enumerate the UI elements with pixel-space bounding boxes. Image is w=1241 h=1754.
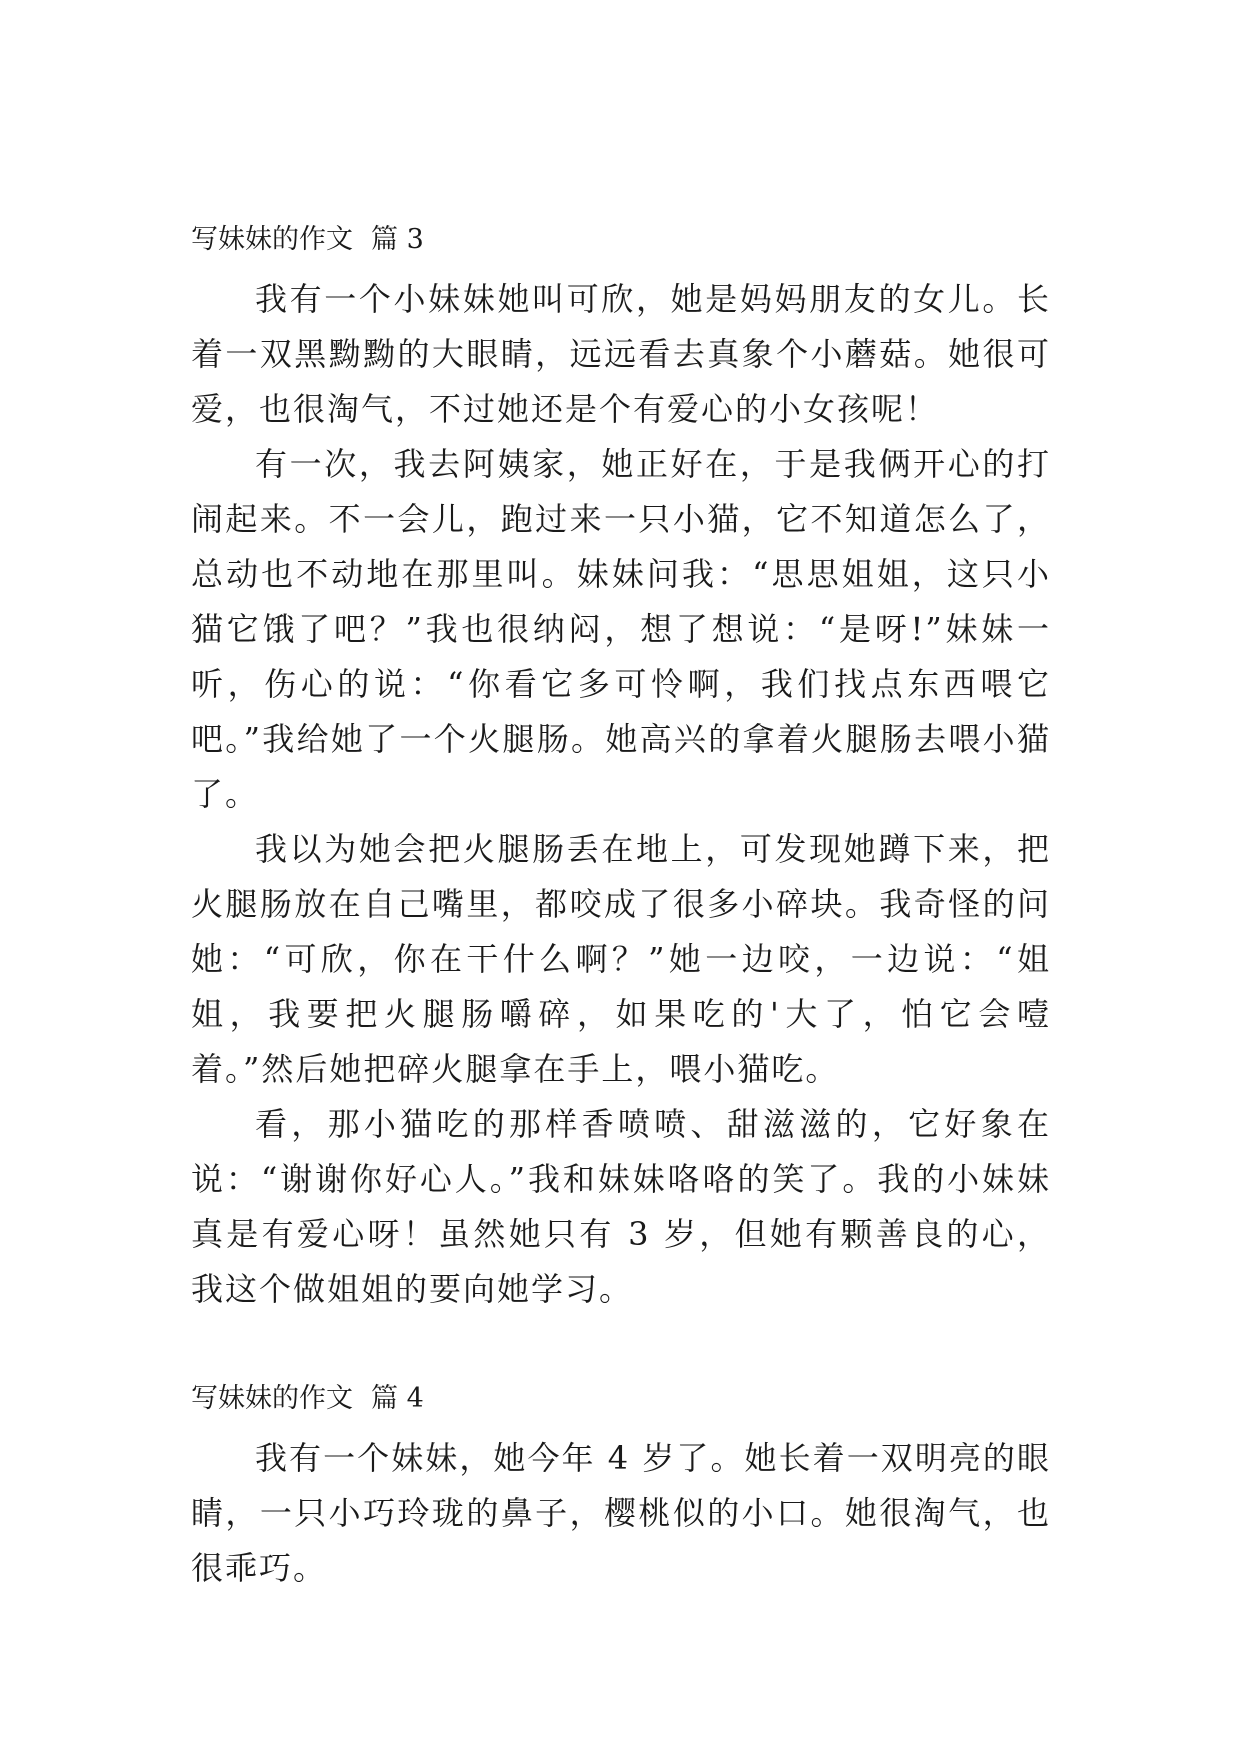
section-number-label: 篇 4 [371, 1383, 424, 1414]
paragraph: 我有一个小妹妹她叫可欣，她是妈妈朋友的女儿。长着一双黑黝黝的大眼睛，远远看去真象个小蘑菇。她很可爱，也很淘气，不过她还是个有爱心的小女孩呢！ [191, 280, 1051, 428]
section-title-text: 写妹妹的作文 [191, 1383, 353, 1414]
section-heading [191, 226, 1051, 254]
section-number-label: 篇 3 [371, 224, 424, 255]
paragraph: 有一次，我去阿姨家，她正好在，于是我俩开心的打闹起来。不一会儿，跑过来一只小猫，它不知道怎么了，总动也不动地在那里叫。妹妹问我：“思思姐姐，这只小猫它饿了吧？”我也很纳闷，想了想说：“是呀!”妹妹一听，伤心的说：“你看它多可怜啊，我们找点东西喂它吧。”我给她了一个火腿肠。她高兴的拿着火腿肠去喂小猫了。 [191, 445, 1051, 813]
section-heading [191, 1385, 1051, 1413]
paragraph: 看，那小猫吃的那样香喷喷、甜滋滋的，它好象在说：“谢谢你好心人。”我和妹妹咯咯的笑了。我的小妹妹真是有爱心呀！虽然她只有 3 岁，但她有颗善良的心，我这个做姐姐的要向她学习。 [191, 1105, 1051, 1308]
paragraph: 我以为她会把火腿肠丢在地上，可发现她蹲下来，把火腿肠放在自己嘴里，都咬成了很多小碎块。我奇怪的问她：“可欣，你在干什么啊？”她一边咬，一边说：“姐姐，我要把火腿肠嚼碎，如果吃的'大了，怕它会噎着。”然后她把碎火腿拿在手上，喂小猫吃。 [191, 830, 1051, 1088]
document-content [191, 226, 1051, 1596]
section-title-text: 写妹妹的作文 [191, 224, 353, 255]
essay-section-3 [191, 226, 1051, 1317]
paragraph: 我有一个妹妹，她今年 4 岁了。她长着一双明亮的眼睛，一只小巧玲珑的鼻子，樱桃似的小口。她很淘气，也很乖巧。 [191, 1439, 1051, 1587]
essay-section-4 [191, 1385, 1051, 1596]
